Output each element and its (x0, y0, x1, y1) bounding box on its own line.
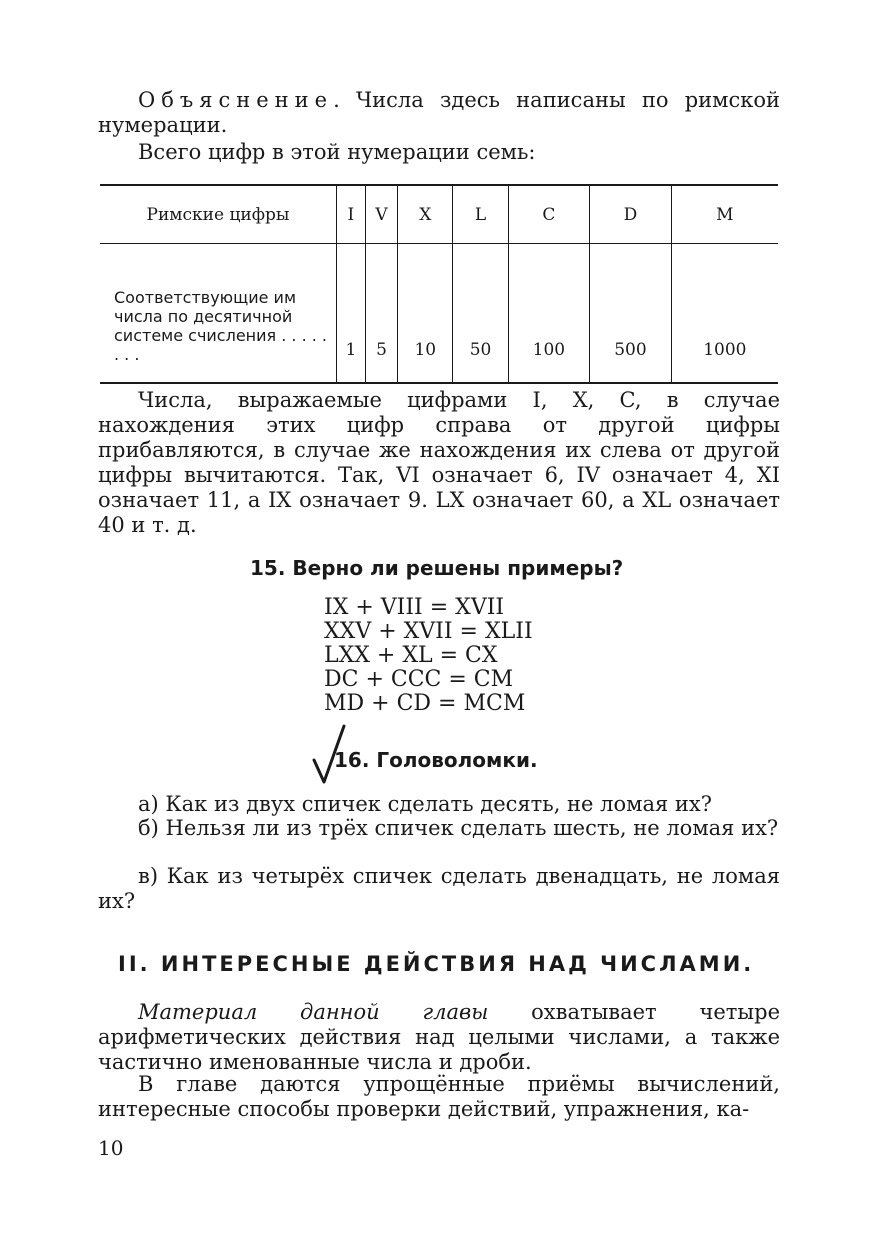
row-header-decimal: Соответствующие им числа по десятичной системе счисления . . . . . . . . (114, 288, 328, 364)
numeral-cell: M (671, 185, 778, 244)
rule-paragraph: Числа, выражаемые цифрами I, X, C, в случае нахождения этих цифр справа от другой цифры прибавляются, в случае же нахождения их слева от другой цифры вычитаются. Так, VI означает 6, IV означает 4, XI означает 11, а IX означает 9. LX означает 60, а XL означает 40 и т. д. (98, 388, 780, 537)
example-line: LXX + XL = CX (324, 643, 498, 668)
chapter-title: II. ИНТЕРЕСНЫЕ ДЕЙСТВИЯ НАД ЧИСЛАМИ. (118, 952, 755, 976)
puzzle-a: а) Как из двух спичек сделать десять, не ломая их? (138, 792, 713, 816)
examples-list (324, 596, 533, 716)
explanation-paragraph (98, 88, 780, 138)
explanation-lead-word: Объяснение (138, 88, 334, 112)
roman-numerals-table (100, 184, 778, 384)
numeral-cell: I (337, 185, 366, 244)
value-cell: 50 (453, 244, 508, 384)
value-cell: 500 (590, 244, 672, 384)
problem-15-title: 15. Верно ли решены примеры? (250, 556, 624, 580)
explanation-text: . Числа здесь написаны по римской нумерации. (98, 88, 780, 137)
page-number: 10 (98, 1136, 124, 1160)
table-row-values (100, 244, 778, 384)
numeral-cell: V (365, 185, 397, 244)
chapter-italic-lead: Материал данной главы (138, 1000, 489, 1024)
example-line: XXV + XVII = XLII (324, 619, 533, 644)
example-line: IX + VIII = XVII (324, 595, 505, 620)
numeral-cell: D (590, 185, 672, 244)
chapter-paragraph-1 (98, 1000, 780, 1075)
example-line: DC + CCC = CM (324, 667, 514, 692)
chapter-paragraph-2: В главе даются упрощённые приёмы вычислений, интересные способы проверки действий, упражнения, ка- (98, 1072, 780, 1121)
chapter-paragraph-1-text: охватывает четыре арифметических действия над целыми числами, а также частично именованные числа и дроби. (98, 1000, 780, 1074)
table-row-numerals (100, 185, 778, 244)
puzzle-b: б) Нельзя ли из трёх спичек сделать шесть, не ломая их? (138, 816, 779, 840)
value-cell: 10 (398, 244, 453, 384)
value-cell: 5 (365, 244, 397, 384)
value-cell: 100 (508, 244, 590, 384)
example-line: MD + CD = MCM (324, 691, 526, 716)
value-cell: 1000 (671, 244, 778, 384)
explanation-line-2: Всего цифр в этой нумерации семь: (138, 140, 536, 164)
problem-16-title: 16. Головоломки. (334, 748, 538, 772)
value-cell: 1 (337, 244, 366, 384)
row-header-roman: Римские цифры (100, 185, 337, 244)
numeral-cell: C (508, 185, 590, 244)
numeral-cell: X (398, 185, 453, 244)
puzzle-c: в) Как из четырёх спичек сделать двенадцать, не ломая их? (98, 864, 780, 913)
numeral-cell: L (453, 185, 508, 244)
